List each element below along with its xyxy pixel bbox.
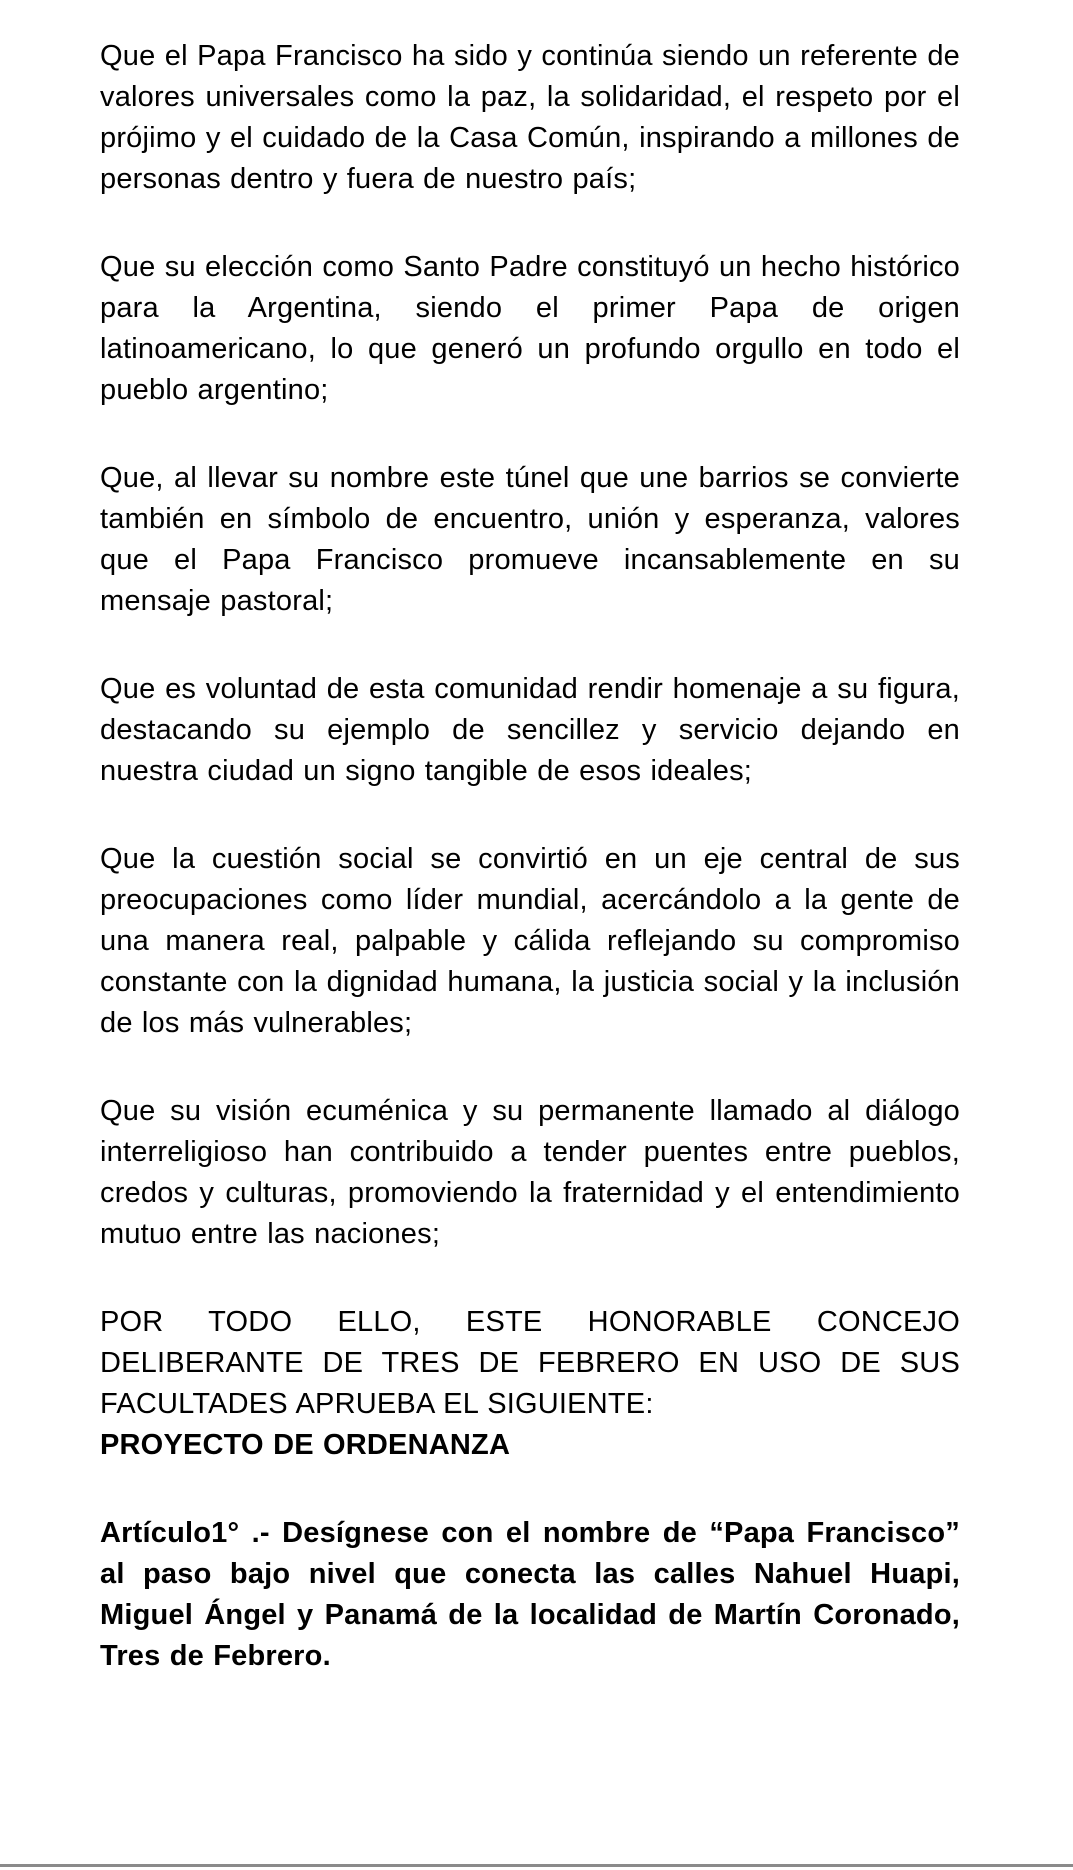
- article-1-paragraph: Artículo1° .- Desígnese con el nombre de “Papa Francisco” al paso bajo nivel que conecta las calles Nahuel Huapi, Miguel Ángel y Panamá de la localidad de Martín Coronado, Tres de Febrero.: [100, 1517, 960, 1672]
- closing-preamble-text: POR TODO ELLO, ESTE HONORABLE CONCEJO DELIBERANTE DE TRES DE FEBRERO EN USO DE SUS FACULTADES APRUEBA EL SIGUIENTE:: [100, 1306, 960, 1420]
- closing-title-text: PROYECTO DE ORDENANZA: [100, 1429, 511, 1461]
- considerando-paragraph-6: Que su visión ecuménica y su permanente llamado al diálogo interreligioso han contribuido a tender puentes entre pueblos, credos y culturas, promoviendo la fraternidad y el entendimiento mutuo entre las naciones;: [100, 1095, 960, 1250]
- considerando-paragraph-1: Que el Papa Francisco ha sido y continúa siendo un referente de valores universales como la paz, la solidaridad, el respeto por el prójimo y el cuidado de la Casa Común, inspirando a millones de personas dentro y fuera de nuestro país;: [100, 40, 960, 195]
- document-text-column: [100, 36, 960, 1724]
- considerando-paragraph-2: Que su elección como Santo Padre constituyó un hecho histórico para la Argentina, siendo el primer Papa de origen latinoamericano, lo que generó un profundo orgullo en todo el pueblo argentino;: [100, 251, 960, 406]
- closing-paragraph: [100, 1302, 960, 1466]
- page-bottom-divider: [0, 1864, 1073, 1867]
- considerando-paragraph-5: Que la cuestión social se convirtió en un eje central de sus preocupaciones como líder mundial, acercándolo a la gente de una manera real, palpable y cálida reflejando su compromiso constante con la dignidad humana, la justicia social y la inclusión de los más vulnerables;: [100, 843, 960, 1039]
- considerando-paragraph-4: Que es voluntad de esta comunidad rendir homenaje a su figura, destacando su ejemplo de sencillez y servicio dejando en nuestra ciudad un signo tangible de esos ideales;: [100, 673, 960, 787]
- considerando-paragraph-3: Que, al llevar su nombre este túnel que une barrios se convierte también en símbolo de encuentro, unión y esperanza, valores que el Papa Francisco promueve incansablemente en su mensaje pastoral;: [100, 462, 960, 617]
